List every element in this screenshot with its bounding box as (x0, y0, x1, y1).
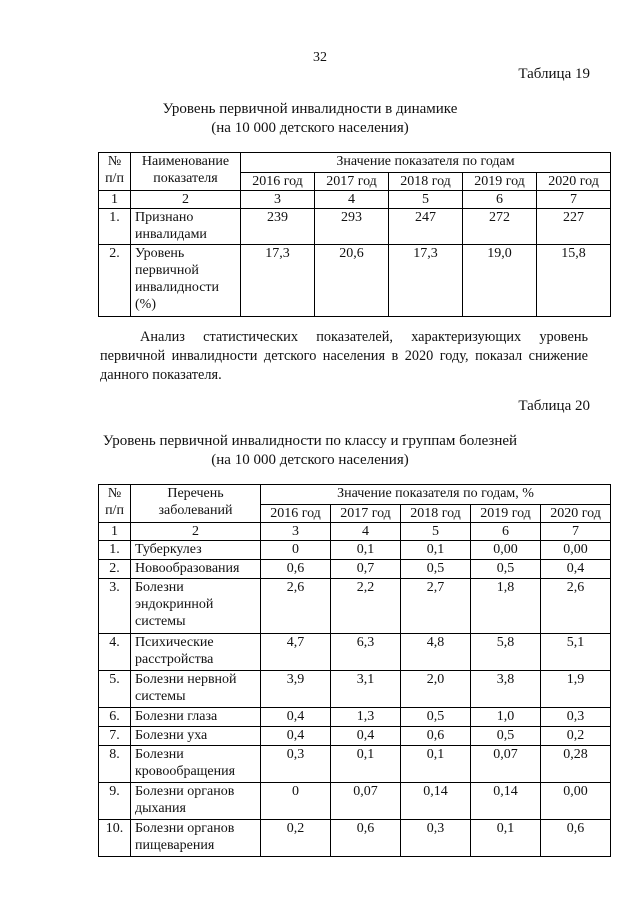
value-cell: 0,1 (331, 746, 401, 783)
header-year: 2016 год (241, 173, 315, 191)
value-cell: 5,8 (471, 634, 541, 671)
value-cell: 0,6 (331, 820, 401, 857)
table-row (99, 541, 611, 560)
value-cell: 2,6 (261, 579, 331, 634)
row-num: 4. (99, 634, 131, 671)
header-year: 2019 год (463, 173, 537, 191)
table-row (99, 634, 611, 671)
row-num: 6. (99, 708, 131, 727)
row-name: Болезни кровообращения (131, 746, 261, 783)
value-cell: 0,4 (541, 560, 611, 579)
index-row (99, 523, 611, 541)
row-num: 1. (99, 209, 131, 245)
value-cell: 0 (261, 783, 331, 820)
table-20 (98, 484, 611, 857)
row-num: 2. (99, 245, 131, 317)
row-name: Болезни органов пищеварения (131, 820, 261, 857)
row-name: Болезни нервной системы (131, 671, 261, 708)
value-cell: 3,1 (331, 671, 401, 708)
table-row (99, 820, 611, 857)
value-cell: 0,14 (401, 783, 471, 820)
table-19-title (100, 100, 520, 138)
page-number: 32 (313, 50, 327, 65)
value-cell: 1,0 (471, 708, 541, 727)
value-cell: 0,1 (331, 541, 401, 560)
header-year: 2017 год (331, 505, 401, 523)
value-cell: 0,6 (541, 820, 611, 857)
value-cell: 0,07 (331, 783, 401, 820)
row-num: 1. (99, 541, 131, 560)
header-name: Наименование показателя (131, 153, 241, 191)
value-cell: 2,2 (331, 579, 401, 634)
index-row (99, 191, 611, 209)
value-cell: 2,7 (401, 579, 471, 634)
table-row (99, 727, 611, 746)
header-year: 2017 год (315, 173, 389, 191)
value-cell: 0,2 (541, 727, 611, 746)
value-cell: 272 (463, 209, 537, 245)
index-cell: 2 (131, 191, 241, 209)
table-row (99, 708, 611, 727)
value-cell: 0,4 (261, 727, 331, 746)
index-cell: 6 (471, 523, 541, 541)
value-cell: 0,07 (471, 746, 541, 783)
header-num: № п/п (99, 153, 131, 191)
index-cell: 5 (401, 523, 471, 541)
value-cell: 0 (261, 541, 331, 560)
table-row (99, 579, 611, 634)
value-cell: 0,2 (261, 820, 331, 857)
row-name: Болезни уха (131, 727, 261, 746)
table-19-title-line2: (на 10 000 детского населения) (211, 120, 409, 136)
value-cell: 17,3 (389, 245, 463, 317)
value-cell: 0,1 (401, 746, 471, 783)
header-year: 2019 год (471, 505, 541, 523)
value-cell: 5,1 (541, 634, 611, 671)
index-cell: 6 (463, 191, 537, 209)
row-num: 9. (99, 783, 131, 820)
row-name: Психические расстройства (131, 634, 261, 671)
row-name: Туберкулез (131, 541, 261, 560)
table-row (99, 746, 611, 783)
value-cell: 2,6 (541, 579, 611, 634)
value-cell: 0,4 (261, 708, 331, 727)
index-cell: 1 (99, 523, 131, 541)
value-cell: 20,6 (315, 245, 389, 317)
table-row (99, 671, 611, 708)
header-year: 2018 год (389, 173, 463, 191)
index-cell: 5 (389, 191, 463, 209)
value-cell: 2,0 (401, 671, 471, 708)
value-cell: 0,3 (261, 746, 331, 783)
value-cell: 227 (537, 209, 611, 245)
table-row (99, 560, 611, 579)
table-19 (98, 152, 611, 317)
row-name: Новообразования (131, 560, 261, 579)
value-cell: 247 (389, 209, 463, 245)
header-group: Значение показателя по годам, % (261, 485, 611, 505)
value-cell: 293 (315, 209, 389, 245)
header-year: 2020 год (541, 505, 611, 523)
value-cell: 0,3 (541, 708, 611, 727)
row-name: Болезни органов дыхания (131, 783, 261, 820)
header-year: 2016 год (261, 505, 331, 523)
table-row (99, 209, 611, 245)
row-name: Болезни глаза (131, 708, 261, 727)
value-cell: 3,9 (261, 671, 331, 708)
value-cell: 1,9 (541, 671, 611, 708)
row-name: Болезни эндокринной системы (131, 579, 261, 634)
value-cell: 17,3 (241, 245, 315, 317)
index-cell: 4 (315, 191, 389, 209)
value-cell: 0,00 (541, 541, 611, 560)
row-num: 10. (99, 820, 131, 857)
analysis-paragraph: Анализ статистических показателей, характеризующих уровень первичной инвалидности детского населения в 2020 году, показал снижение данного показателя. (100, 329, 588, 383)
index-cell: 7 (541, 523, 611, 541)
value-cell: 6,3 (331, 634, 401, 671)
index-cell: 3 (241, 191, 315, 209)
table-20-title (100, 432, 520, 470)
row-name: Признано инвалидами (131, 209, 241, 245)
value-cell: 0,4 (331, 727, 401, 746)
value-cell: 0,14 (471, 783, 541, 820)
value-cell: 15,8 (537, 245, 611, 317)
row-num: 2. (99, 560, 131, 579)
header-group: Значение показателя по годам (241, 153, 611, 173)
value-cell: 0,00 (471, 541, 541, 560)
value-cell: 0,1 (471, 820, 541, 857)
value-cell: 0,1 (401, 541, 471, 560)
row-num: 8. (99, 746, 131, 783)
index-cell: 4 (331, 523, 401, 541)
value-cell: 0,28 (541, 746, 611, 783)
header-num: № п/п (99, 485, 131, 523)
row-num: 7. (99, 727, 131, 746)
value-cell: 1,3 (331, 708, 401, 727)
index-cell: 7 (537, 191, 611, 209)
table-row (99, 783, 611, 820)
table-19-label: Таблица 19 (518, 66, 590, 82)
header-name: Перечень заболеваний (131, 485, 261, 523)
value-cell: 4,8 (401, 634, 471, 671)
value-cell: 239 (241, 209, 315, 245)
table-20-title-line1: Уровень первичной инвалидности по классу и группам болезней (102, 433, 518, 449)
value-cell: 0,5 (401, 708, 471, 727)
value-cell: 0,5 (401, 560, 471, 579)
value-cell: 0,5 (471, 727, 541, 746)
table-20-label: Таблица 20 (518, 398, 590, 414)
index-cell: 2 (131, 523, 261, 541)
value-cell: 19,0 (463, 245, 537, 317)
value-cell: 1,8 (471, 579, 541, 634)
value-cell: 4,7 (261, 634, 331, 671)
header-year: 2020 год (537, 173, 611, 191)
value-cell: 3,8 (471, 671, 541, 708)
header-year: 2018 год (401, 505, 471, 523)
row-name: Уровень первичной инвалидности (%) (131, 245, 241, 317)
index-cell: 1 (99, 191, 131, 209)
table-19-title-line1: Уровень первичной инвалидности в динамике (162, 101, 458, 117)
value-cell: 0,6 (261, 560, 331, 579)
value-cell: 0,6 (401, 727, 471, 746)
row-num: 3. (99, 579, 131, 634)
value-cell: 0,5 (471, 560, 541, 579)
row-num: 5. (99, 671, 131, 708)
value-cell: 0,3 (401, 820, 471, 857)
index-cell: 3 (261, 523, 331, 541)
value-cell: 0,7 (331, 560, 401, 579)
table-20-title-line2: (на 10 000 детского населения) (211, 452, 409, 468)
table-row (99, 245, 611, 317)
value-cell: 0,00 (541, 783, 611, 820)
